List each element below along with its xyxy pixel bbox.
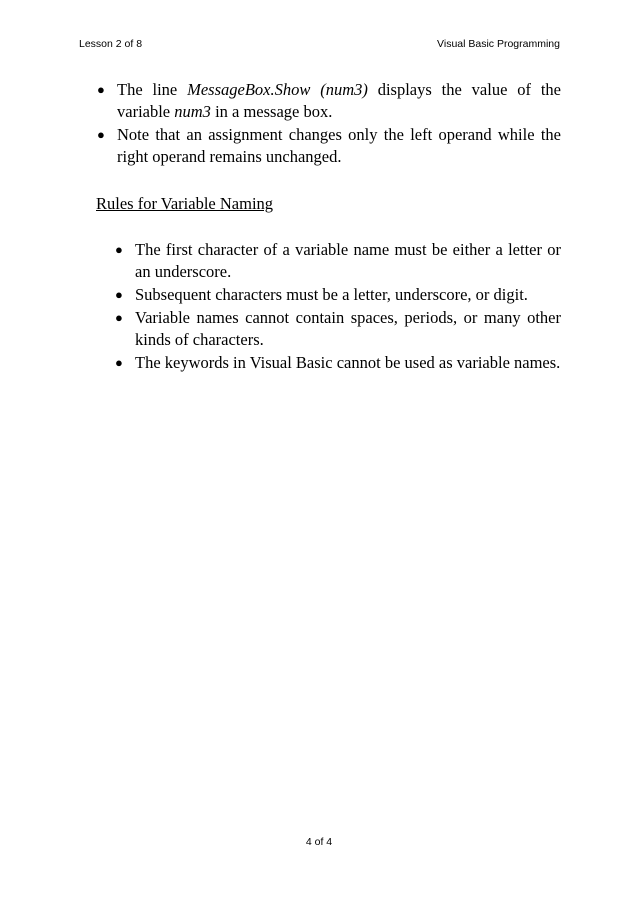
list-item-text: The keywords in Visual Basic cannot be used as variable names. <box>135 353 561 372</box>
list-item-text: Note that an assignment changes only the left operand while the right operand remains unchanged. <box>117 125 561 166</box>
code-term: MessageBox.Show (num3) <box>187 80 368 99</box>
bullet-icon: ● <box>115 287 123 302</box>
list-item <box>97 79 561 123</box>
bullet-list-naming-rules <box>115 239 561 375</box>
list-item-text: The first character of a variable name must be either a letter or an underscore. <box>135 240 561 281</box>
page-number: 4 of 4 <box>305 836 333 848</box>
list-item <box>115 352 561 374</box>
header-course-title: Visual Basic Programming <box>437 38 560 50</box>
list-item <box>115 307 561 351</box>
list-item-text: Subsequent characters must be a letter, underscore, or digit. <box>135 285 528 304</box>
bullet-icon: ● <box>115 310 123 325</box>
bullet-icon: ● <box>115 355 123 370</box>
bullet-icon: ● <box>97 82 105 97</box>
bullet-icon: ● <box>97 127 105 142</box>
list-item <box>97 124 561 168</box>
header-lesson: Lesson 2 of 8 <box>79 38 143 50</box>
bullet-list-assignment <box>97 79 561 169</box>
bullet-icon: ● <box>115 242 123 257</box>
section-heading: Rules for Variable Naming <box>96 194 274 213</box>
list-item <box>115 239 561 283</box>
list-item-text: Variable names cannot contain spaces, periods, or many other kinds of characters. <box>135 308 561 349</box>
list-item-text: The line MessageBox.Show (num3) displays the value of the variable num3 in a message box. <box>117 80 561 121</box>
code-term: num3 <box>174 102 211 121</box>
list-item <box>115 284 561 306</box>
